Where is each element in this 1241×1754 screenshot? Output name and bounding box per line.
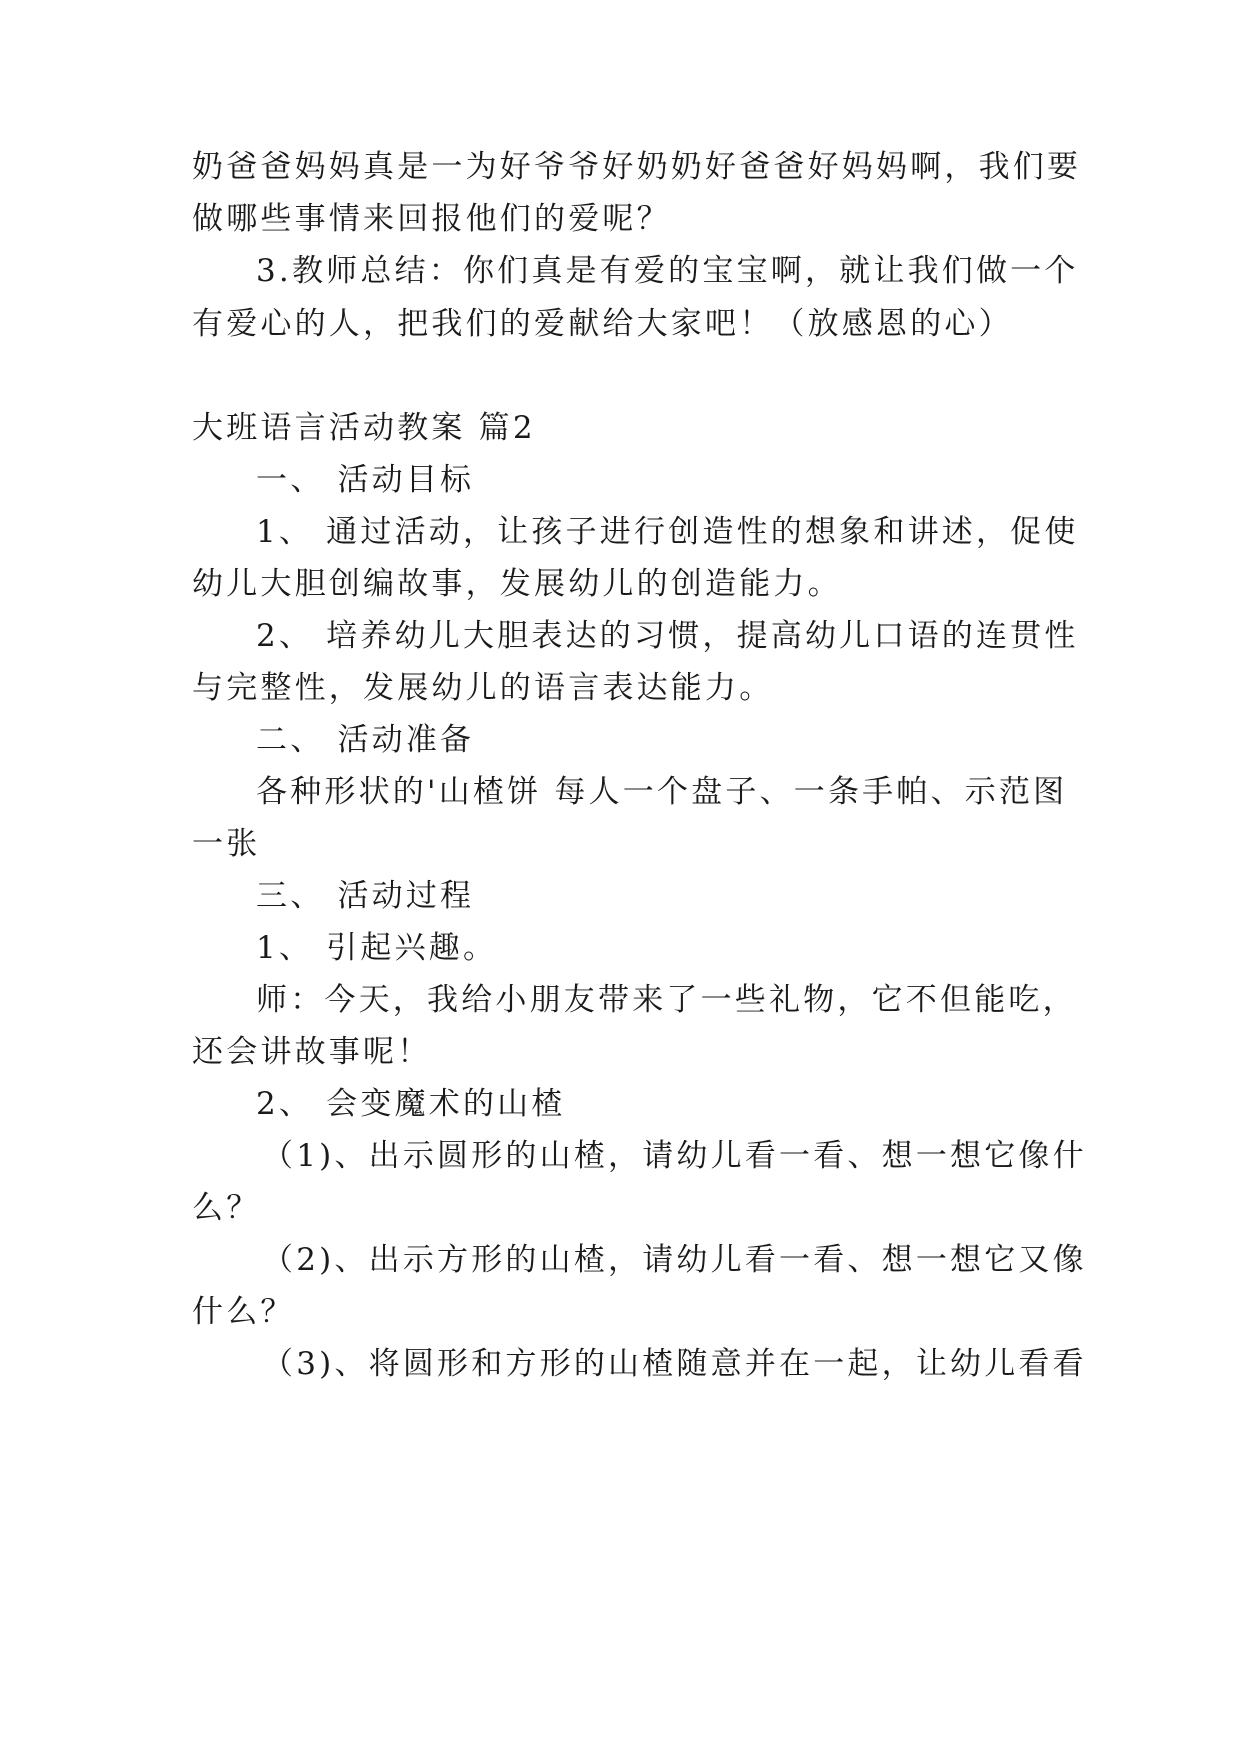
list-item: （1)、出示圆形的山楂，请幼儿看一看、想一想它像什 bbox=[262, 1138, 1087, 1174]
list-item: 1、 通过活动，让孩子进行创造性的想象和讲述，促使 bbox=[256, 514, 1079, 550]
paragraph-line: 有爱心的人，把我们的爱献给大家吧！（放感恩的心） bbox=[192, 306, 1013, 342]
paragraph-line: 一张 bbox=[192, 826, 261, 862]
section-heading: 大班语言活动教案 篇2 bbox=[192, 410, 536, 446]
paragraph-line: 做哪些事情来回报他们的爱呢？ bbox=[192, 201, 671, 237]
list-item: （2)、出示方形的山楂，请幼儿看一看、想一想它又像 bbox=[262, 1242, 1087, 1278]
paragraph-line: 与完整性，发展幼儿的语言表达能力。 bbox=[192, 670, 774, 706]
list-item: 2、 会变魔术的山楂 bbox=[256, 1086, 566, 1122]
subheading-preparation: 二、 活动准备 bbox=[256, 722, 475, 758]
paragraph-line: 么？ bbox=[192, 1190, 261, 1226]
paragraph-line: 幼儿大胆创编故事，发展幼儿的创造能力。 bbox=[192, 566, 842, 602]
paragraph-line: 3.教师总结：你们真是有爱的宝宝啊，就让我们做一个 bbox=[256, 253, 1079, 289]
paragraph-line: 各种形状的'山楂饼 每人一个盘子、一条手帕、示范图 bbox=[256, 774, 1068, 810]
subheading-process: 三、 活动过程 bbox=[256, 878, 475, 914]
paragraph-line: 还会讲故事呢！ bbox=[192, 1034, 432, 1070]
paragraph-line: 什么？ bbox=[192, 1294, 295, 1330]
list-item: 1、 引起兴趣。 bbox=[256, 930, 498, 966]
list-item: （3)、将圆形和方形的山楂随意并在一起，让幼儿看看 bbox=[262, 1346, 1087, 1382]
paragraph-line: 师：今天，我给小朋友带来了一些礼物，它不但能吃， bbox=[256, 982, 1077, 1018]
list-item: 2、 培养幼儿大胆表达的习惯，提高幼儿口语的连贯性 bbox=[256, 618, 1079, 654]
paragraph-line: 奶爸爸妈妈真是一为好爷爷好奶奶好爸爸好妈妈啊，我们要 bbox=[192, 149, 1082, 185]
subheading-objectives: 一、 活动目标 bbox=[256, 462, 475, 498]
